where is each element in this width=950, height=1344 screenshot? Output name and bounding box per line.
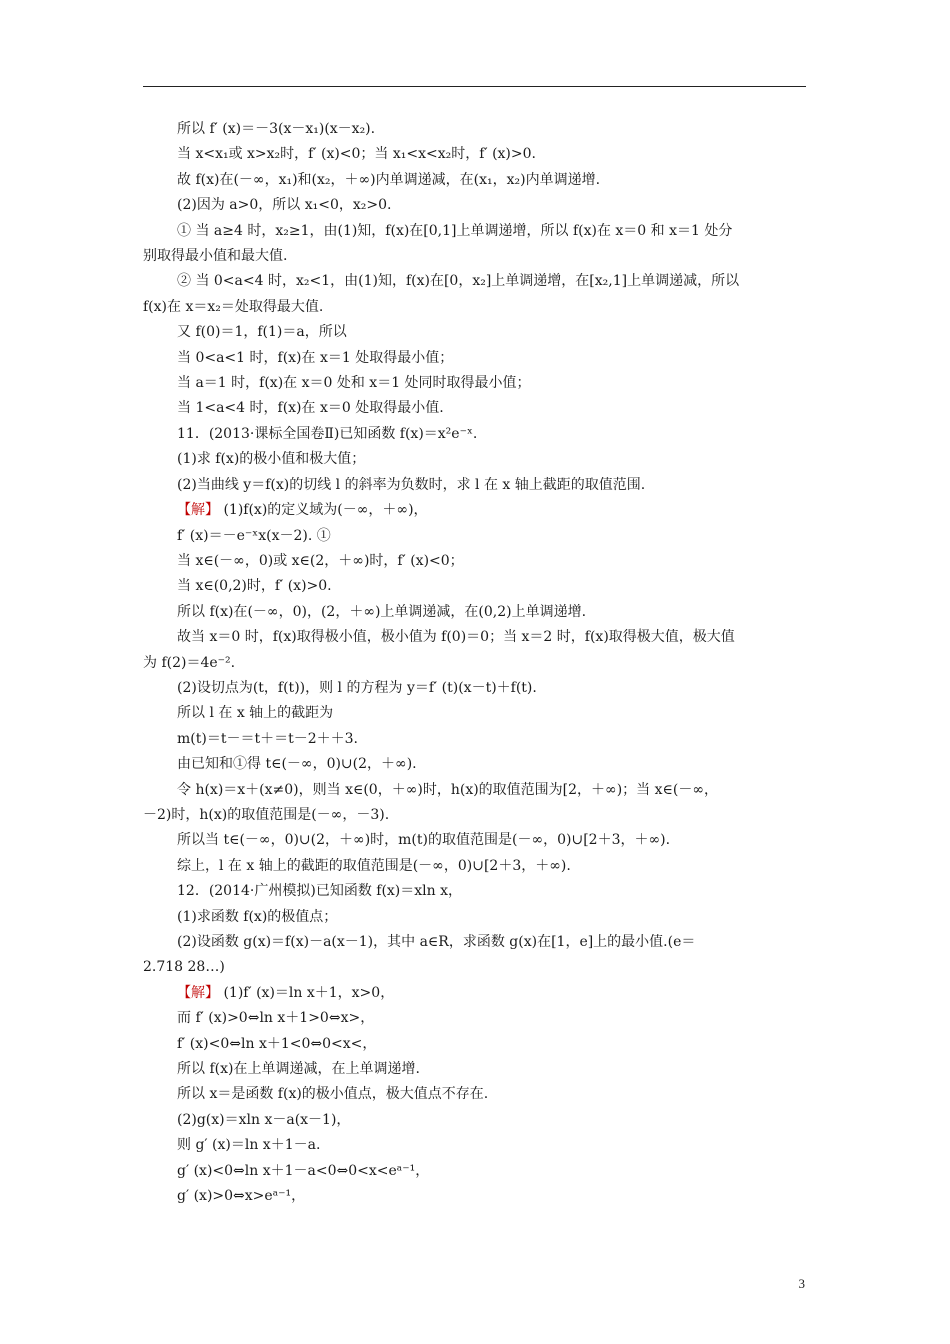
text-line <box>143 676 806 701</box>
solution-marker: 【解】 <box>177 502 219 519</box>
text-line <box>143 905 806 930</box>
line-text: 综上，l 在 x 轴上的截距的取值范围是(－∞，0)∪[2＋3，＋∞). <box>177 857 571 874</box>
text-line <box>143 651 806 676</box>
line-text: 当 x∈(－∞，0)或 x∈(2，＋∞)时，f′ (x)<0； <box>177 552 464 569</box>
text-line <box>143 574 806 599</box>
text-line <box>143 1108 806 1133</box>
line-text: 12．(2014·广州模拟)已知函数 f(x)＝xln x， <box>177 883 463 900</box>
text-line <box>143 422 806 447</box>
solution-marker: 【解】 <box>177 984 219 1001</box>
text-line <box>143 879 806 904</box>
line-text: 当 a＝1 时，f(x)在 x＝0 处和 x＝1 处同时取得最小值； <box>177 375 531 392</box>
line-text: (2)当曲线 y＝f(x)的切线 l 的斜率为负数时，求 l 在 x 轴上截距的取值范围. <box>177 476 646 493</box>
text-line <box>143 244 806 269</box>
line-text: (1)求函数 f(x)的极值点； <box>177 908 338 925</box>
header-rule <box>143 86 806 87</box>
text-line <box>143 600 806 625</box>
text-line <box>143 371 806 396</box>
line-text: 所以当 t∈(－∞，0)∪(2，＋∞)时，m(t)的取值范围是(－∞，0)∪[2＋3，＋∞). <box>177 832 671 849</box>
line-text: 所以 x＝是函数 f(x)的极小值点，极大值点不存在. <box>177 1086 489 1103</box>
line-text: 当 x<x₁或 x>x₂时，f′ (x)<0；当 x₁<x<x₂时，f′ (x)>0. <box>177 146 536 163</box>
line-text: 11．(2013·课标全国卷Ⅱ)已知函数 f(x)＝x²e⁻ˣ. <box>177 425 478 442</box>
text-line <box>143 498 806 523</box>
text-line <box>143 117 806 142</box>
text-line <box>143 1032 806 1057</box>
text-line <box>143 473 806 498</box>
text-line <box>143 828 806 853</box>
text-line <box>143 854 806 879</box>
text-line <box>143 269 806 294</box>
text-line <box>143 168 806 193</box>
text-line <box>143 727 806 752</box>
text-line <box>143 1184 806 1209</box>
text-line <box>143 295 806 320</box>
line-text: 则 g′ (x)＝ln x＋1－a. <box>177 1137 321 1154</box>
text-line <box>143 142 806 167</box>
line-text: f′ (x)＝－e⁻ˣx(x－2). ① <box>177 527 331 544</box>
text-line <box>143 1159 806 1184</box>
text-line <box>143 955 806 980</box>
line-text: f(x)在 x＝x₂＝处取得最大值. <box>143 298 324 315</box>
line-text: 别取得最小值和最大值. <box>143 248 288 265</box>
line-text: (2)因为 a>0，所以 x₁<0，x₂>0. <box>177 197 392 214</box>
text-line <box>143 396 806 421</box>
line-text: 当 0<a<1 时，f(x)在 x＝1 处取得最小值； <box>177 349 454 366</box>
page-number: 3 <box>798 1276 805 1291</box>
line-text: 当 1<a<4 时，f(x)在 x＝0 处取得最小值. <box>177 400 444 417</box>
text-line <box>143 549 806 574</box>
text-line <box>143 701 806 726</box>
line-text: (1)求 f(x)的极小值和极大值； <box>177 451 366 468</box>
text-line <box>143 778 806 803</box>
line-text: (1)f′ (x)＝ln x＋1，x>0， <box>219 984 395 1001</box>
line-text: 令 h(x)＝x＋(x≠0)，则当 x∈(0，＋∞)时，h(x)的取值范围为[2，＋∞)；当 x∈(－∞， <box>177 781 719 798</box>
solution-text <box>143 117 806 1209</box>
line-text: 2.718 28…) <box>143 959 225 976</box>
text-line <box>143 346 806 371</box>
line-text: (2)g(x)＝xln x－a(x－1)， <box>177 1111 351 1128</box>
line-text: 所以 l 在 x 轴上的截距为 <box>177 705 334 722</box>
line-text: 所以 f(x)在(－∞，0)，(2，＋∞)上单调递减，在(0,2)上单调递增. <box>177 603 587 620</box>
line-text: 故当 x＝0 时，f(x)取得极小值，极小值为 f(0)＝0；当 x＝2 时，f(x)取得极大值，极大值 <box>177 629 735 646</box>
line-text: g′ (x)>0⇔x>eᵃ⁻¹， <box>177 1188 306 1205</box>
line-text: 而 f′ (x)>0⇔ln x＋1>0⇔x>， <box>177 1010 375 1027</box>
text-line <box>143 524 806 549</box>
text-line <box>143 1057 806 1082</box>
line-text: m(t)＝t－＝t＋＝t－2＋＋3. <box>177 730 358 747</box>
text-line <box>143 803 806 828</box>
line-text: 为 f(2)＝4e⁻². <box>143 654 236 671</box>
line-text: (2)设函数 g(x)＝f(x)－a(x－1)，其中 a∈R，求函数 g(x)在[1，e]上的最小值.(e＝ <box>177 934 696 950</box>
text-line <box>143 1082 806 1107</box>
line-text: ② 当 0<a<4 时，x₂<1，由(1)知，f(x)在[0，x₂]上单调递增，在[x₂,1]上单调递减，所以 <box>177 273 740 290</box>
line-text: －2)时，h(x)的取值范围是(－∞，－3). <box>143 806 390 823</box>
line-text: ① 当 a≥4 时，x₂≥1，由(1)知，f(x)在[0,1]上单调递增，所以 f(x)在 x＝0 和 x＝1 处分 <box>177 222 733 239</box>
text-line <box>143 752 806 777</box>
text-line <box>143 1006 806 1031</box>
text-line <box>143 625 806 650</box>
line-text: 所以 f′ (x)＝－3(x－x₁)(x－x₂). <box>177 121 376 137</box>
text-line <box>143 930 806 955</box>
text-line <box>143 320 806 345</box>
text-line <box>143 981 806 1006</box>
line-text: g′ (x)<0⇔ln x＋1－a<0⇔0<x<eᵃ⁻¹， <box>177 1162 430 1179</box>
text-line <box>143 447 806 472</box>
text-line <box>143 1133 806 1158</box>
line-text: 故 f(x)在(－∞，x₁)和(x₂，＋∞)内单调递减，在(x₁，x₂)内单调递增. <box>177 171 601 188</box>
line-text: 又 f(0)＝1，f(1)＝a，所以 <box>177 324 347 341</box>
line-text: f′ (x)<0⇔ln x＋1<0⇔0<x<， <box>177 1035 377 1052</box>
line-text: 所以 f(x)在上单调递减，在上单调递增. <box>177 1061 420 1078</box>
line-text: 当 x∈(0,2)时，f′ (x)>0. <box>177 578 332 595</box>
line-text: (2)设切点为(t，f(t))，则 l 的方程为 y＝f′ (t)(x－t)＋f(t). <box>177 679 537 696</box>
text-line <box>143 219 806 244</box>
line-text: (1)f(x)的定义域为(－∞，＋∞)， <box>219 502 428 519</box>
line-text: 由已知和①得 t∈(－∞，0)∪(2，＋∞). <box>177 756 417 773</box>
text-line <box>143 193 806 218</box>
